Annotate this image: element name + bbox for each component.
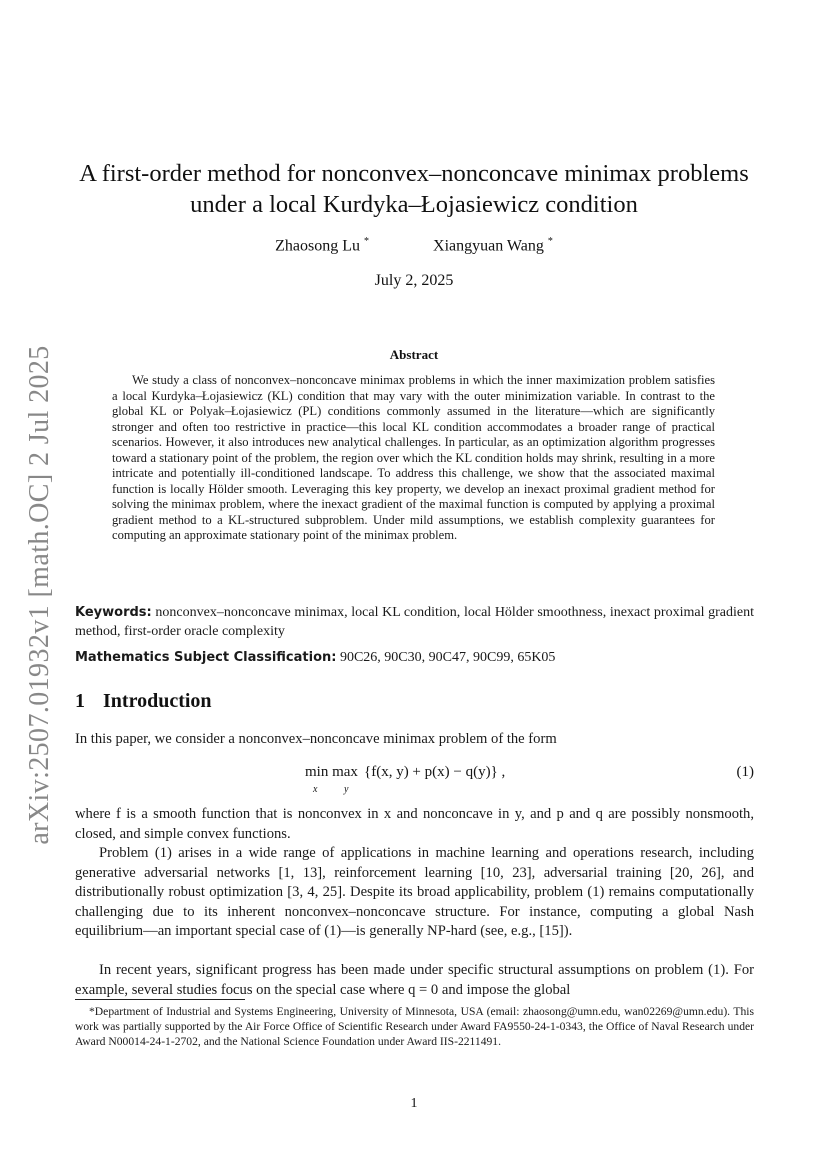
equation-body: {f(x, y) + p(x) − q(y)} ,	[364, 764, 506, 780]
keywords	[75, 603, 754, 641]
equation-1	[0, 762, 828, 798]
equation-sub-y: y	[344, 784, 349, 795]
keywords-text: nonconvex–nonconcave minimax, local KL condition, local Hölder smoothness, inexact proximal gradient method, first-order oracle complexity	[75, 605, 754, 639]
abstract-heading: Abstract	[389, 347, 439, 362]
footnote-rule	[75, 999, 245, 1000]
publication-date: July 2, 2025	[374, 272, 454, 289]
section-number: 1	[75, 690, 85, 712]
author-list	[0, 236, 828, 255]
equation-sub-x: x	[313, 784, 318, 795]
author-2	[433, 236, 553, 255]
author-name: Zhaosong Lu	[275, 237, 361, 255]
section-title: Introduction	[103, 690, 212, 712]
equation-operator: min max	[305, 764, 358, 780]
msc-classification	[75, 650, 754, 666]
author-1	[275, 236, 369, 255]
msc-label: Mathematics Subject Classification:	[75, 650, 337, 665]
msc-codes: 90C26, 90C30, 90C47, 90C99, 65K05	[339, 650, 556, 665]
footnote: *Department of Industrial and Systems Engineering, University of Minnesota, USA (email: zhaosong@umn.edu, wan02269@umn.edu). This work was partially supported by the Air Force Office of Scientific Research under Award FA9550-24-1-0343, the Office of Naval Research under Award N00014-24-1-2702, and the National Science Foundation under Award IIS-2211491.	[75, 1005, 754, 1048]
keywords-label: Keywords:	[75, 605, 152, 620]
equation-number: (1)	[736, 764, 754, 780]
intro-paragraph-2: where f is a smooth function that is nonconvex in x and nonconcave in y, and p and q are possibly nonsmooth, closed, and simple convex functions.	[75, 806, 754, 842]
footnote-mark: *	[547, 236, 553, 247]
title-line-1: A first-order method for nonconvex–nonconcave minimax problems	[79, 160, 749, 187]
abstract-text: We study a class of nonconvex–nonconcave minimax problems in which the inner maximization problem satisfies a local Kurdyka–Łojasiewicz (KL) condition that may vary with the outer minimization variable. In contrast to the global KL or Polyak–Łojasiewicz (PL) conditions commonly assumed in the literature—which are significantly stronger and often too restrictive in practice—this local KL condition accommodates a broader range of practical scenarios. However, it also introduces new analytical challenges. In particular, as an optimization algorithm progresses toward a stationary point of the problem, the region over which the KL condition holds may shrink, resulting in a more intricate and potentially ill-conditioned landscape. To address this challenge, we show that the associated maximal function is locally Hölder smooth. Leveraging this key property, we develop an inexact proximal gradient method for solving the minimax problem, where the inexact gradient of the maximal function is computed by applying a proximal gradient method to a KL-structured subproblem. Under mild assumptions, we establish complexity guarantees for computing an approximate stationary point of the minimax problem.	[112, 373, 715, 542]
intro-paragraph-4: In recent years, significant progress has been made under specific structural assumptions on problem (1). For example, several studies focus on the special case where q = 0 and impose the global	[75, 962, 754, 998]
arxiv-identifier: arXiv:2507.01932v1 [math.OC] 2 Jul 2025	[24, 345, 55, 845]
section-heading	[75, 690, 212, 713]
footnote-mark: *	[364, 236, 370, 247]
paper-title	[60, 158, 768, 220]
intro-paragraph-3: Problem (1) arises in a wide range of applications in machine learning and operations research, including generative adversarial networks [1, 13], reinforcement learning [10, 23], adversarial training [20, 26], and distributionally robust optimization [3, 4, 25]. Despite its broad applicability, problem (1) remains computationally challenging due to its inherent nonconvex–nonconcave structure. For instance, computing a global Nash equilibrium—an important special case of (1)—is generally NP-hard (see, e.g., [15]).	[75, 845, 754, 939]
intro-paragraph-1: In this paper, we consider a nonconvex–nonconcave minimax problem of the form	[75, 731, 557, 747]
title-line-2: under a local Kurdyka–Łojasiewicz condition	[190, 191, 638, 218]
author-name: Xiangyuan Wang	[433, 237, 544, 255]
page-number: 1	[410, 1096, 418, 1111]
